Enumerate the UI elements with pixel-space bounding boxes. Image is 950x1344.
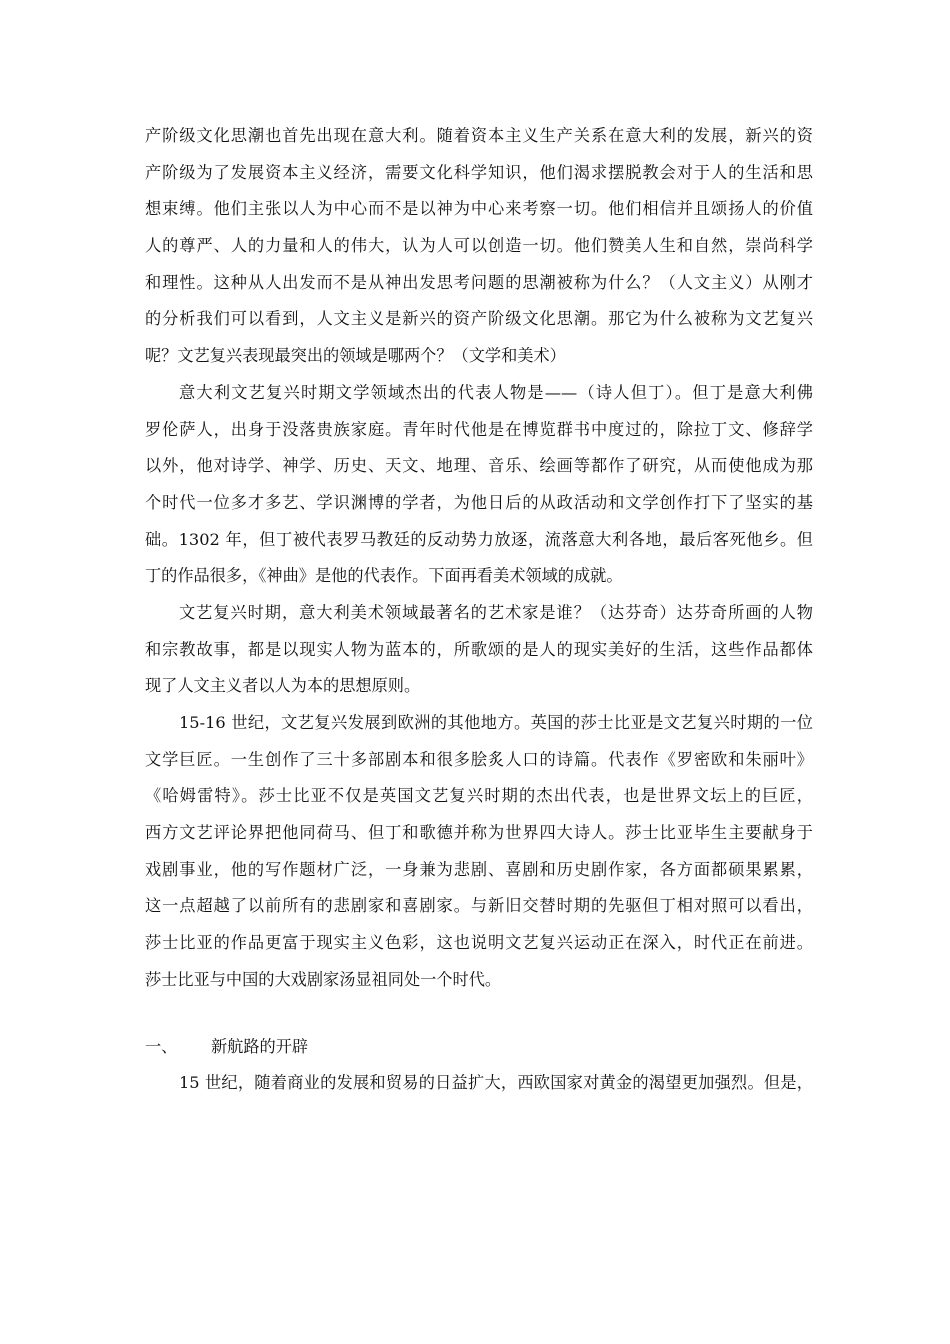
document-page — [145, 118, 813, 1102]
text-line: 础。1302 年，但丁被代表罗马教廷的反动势力放逐，流落意大利各地，最后客死他乡。但 — [145, 529, 813, 549]
text-line: 这一点超越了以前所有的悲剧家和喜剧家。与新旧交替时期的先驱但丁相对照可以看出， — [145, 896, 813, 916]
section-number: 一、 — [145, 1036, 178, 1056]
text-line: 和理性。这种从人出发而不是从神出发思考问题的思潮被称为什么？（人文主义）从刚才 — [145, 272, 813, 292]
text-line: 《哈姆雷特》。莎士比亚不仅是英国文艺复兴时期的杰出代表，也是世界文坛上的巨匠， — [145, 786, 813, 806]
text-line: 15 世纪，随着商业的发展和贸易的日益扩大，西欧国家对黄金的渴望更加强烈。但是， — [179, 1073, 813, 1093]
text-line: 西方文艺评论界把他同荷马、但丁和歌德并称为世界四大诗人。莎士比亚毕生主要献身于 — [145, 823, 813, 843]
paragraph-dante — [145, 375, 813, 595]
text-line: 产阶级文化思潮也首先出现在意大利。随着资本主义生产关系在意大利的发展，新兴的资 — [145, 126, 813, 145]
text-line: 产阶级为了发展资本主义经济，需要文化科学知识，他们渴求摆脱教会对于人的生活和思 — [145, 162, 813, 182]
paragraph-humanism — [145, 118, 813, 375]
text-line: 想束缚。他们主张以人为中心而不是以神为中心来考察一切。他们相信并且颂扬人的价值 — [145, 199, 813, 219]
text-line: 文学巨匠。一生创作了三十多部剧本和很多脍炙人口的诗篇。代表作《罗密欧和朱丽叶》 — [145, 749, 813, 769]
text-line: 莎士比亚与中国的大戏剧家汤显祖同处一个时代。 — [145, 969, 502, 989]
text-line: 现了人文主义者以人为本的思想原则。 — [145, 676, 421, 696]
text-line: 15-16 世纪，文艺复兴发展到欧洲的其他地方。英国的莎士比亚是文艺复兴时期的一位 — [179, 713, 813, 732]
section-heading — [145, 1029, 813, 1066]
paragraph-da-vinci — [145, 595, 813, 705]
paragraph-new-routes — [145, 1065, 813, 1102]
text-line: 戏剧事业，他的写作题材广泛，一身兼为悲剧、喜剧和历史剧作家，各方面都硕果累累， — [145, 859, 813, 879]
text-line: 丁的作品很多，《神曲》是他的代表作。下面再看美术领域的成就。 — [145, 566, 623, 586]
text-line: 个时代一位多才多艺、学识渊博的学者，为他日后的从政活动和文学创作打下了坚实的基 — [145, 492, 813, 512]
text-line: 罗伦萨人，出身于没落贵族家庭。青年时代他是在博览群书中度过的，除拉丁文、修辞学 — [145, 419, 813, 439]
paragraph-shakespeare — [145, 705, 813, 999]
paragraph-spacer — [145, 999, 813, 1029]
text-line: 人的尊严、人的力量和人的伟大，认为人可以创造一切。他们赞美人生和自然，崇尚科学 — [145, 236, 813, 256]
section-title: 新航路的开辟 — [211, 1036, 309, 1056]
text-line: 的分析我们可以看到，人文主义是新兴的资产阶级文化思潮。那它为什么被称为文艺复兴 — [145, 309, 813, 329]
text-line: 文艺复兴时期，意大利美术领域最著名的艺术家是谁？（达芬奇）达芬奇所画的人物 — [179, 602, 813, 622]
text-line: 莎士比亚的作品更富于现实主义色彩，这也说明文艺复兴运动正在深入，时代正在前进。 — [145, 933, 813, 953]
text-line: 和宗教故事，都是以现实人物为蓝本的，所歌颂的是人的现实美好的生活，这些作品都体 — [145, 639, 813, 659]
text-line: 以外，他对诗学、神学、历史、天文、地理、音乐、绘画等都作了研究，从而使他成为那 — [145, 456, 813, 476]
text-line: 呢？文艺复兴表现最突出的领域是哪两个？（文学和美术） — [145, 346, 566, 366]
text-line: 意大利文艺复兴时期文学领域杰出的代表人物是——（诗人但丁）。但丁是意大利佛 — [179, 382, 813, 402]
